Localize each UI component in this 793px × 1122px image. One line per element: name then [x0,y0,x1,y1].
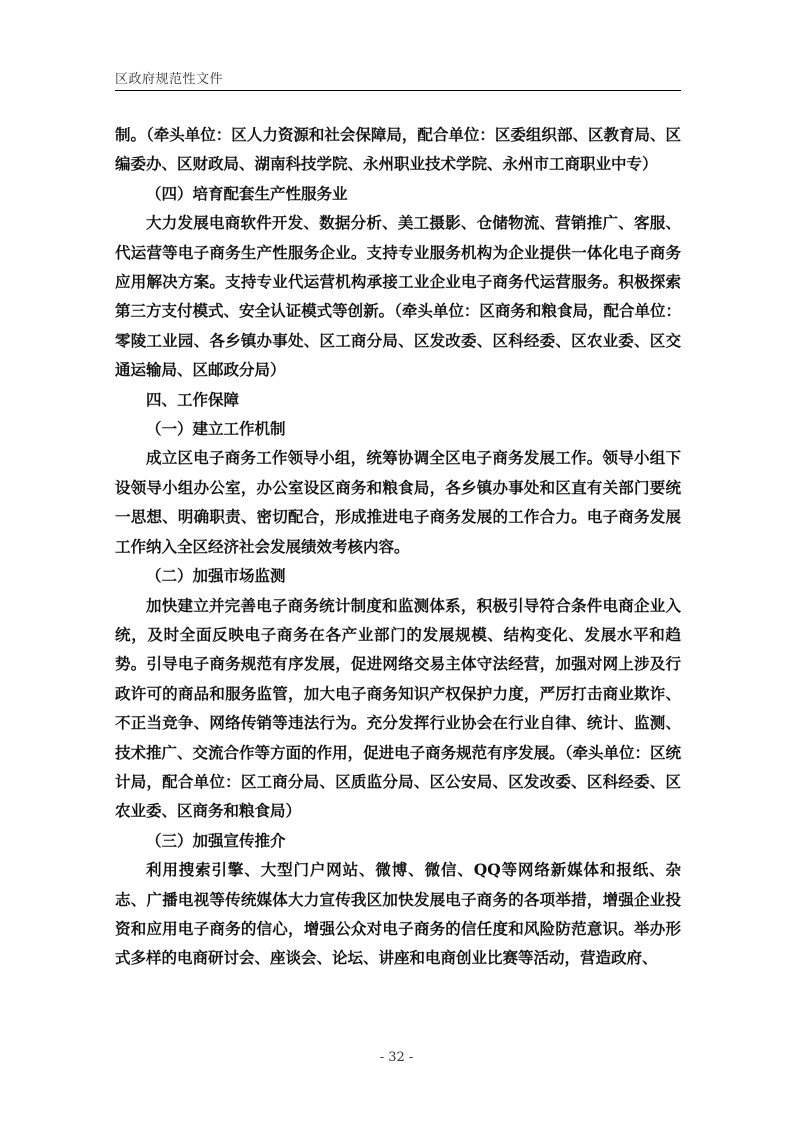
paragraph-continuation: 制。（牵头单位：区人力资源和社会保障局，配合单位：区委组织部、区教育局、区编委办、区财政局、湖南科技学院、永州职业技术学院、永州市工商职业中专） [115,125,681,174]
paragraph-work-mechanism: 成立区电子商务工作领导小组，统筹协调全区电子商务发展工作。领导小组下设领导小组办公室，办公室设区商务和粮食局，各乡镇办事处和区直有关部门要统一思想、明确职责、密切配合，形成推进电子商务发展的工作合力。电子商务发展工作纳入全区经济社会发展绩效考核内容。 [115,448,681,556]
page-header [115,60,681,91]
page-number: - 32 - [379,1050,414,1065]
header-title: 区政府规范性文件 [115,72,224,87]
document-body [115,120,681,973]
paragraph-service-industry: 大力发展电商软件开发、数据分析、美工摄影、仓储物流、营销推广、客服、代运营等电子商务生产性服务企业。支持专业服务机构为企业提供一体化电子商务应用解决方案。支持专业代运营机构承接工业企业电子商务代运营服务。积极探索第三方支付模式、安全认证模式等创新。（牵头单位：区商务和粮食局，配合单位：零陵工业园、各乡镇办事处、区工商分局、区发改委、区科经委、区农业委、区交通运输局、区邮政分局） [115,213,681,380]
subheading-3: （三）加强宣传推介 [146,830,286,850]
subheading-2: （二）加强市场监测 [146,566,286,586]
paragraph-publicity: 利用搜索引擎、大型门户网站、微博、微信、QQ等网络新媒体和报纸、杂志、广播电视等传统媒体大力宣传我区加快发展电子商务的各项举措，增强企业投资和应用电子商务的信心，增强公众对电子商务的信任度和风险防范意识。举办形式多样的电商研讨会、座谈会、论坛、讲座和电商创业比赛等活动，营造政府、 [115,860,681,968]
section-heading-work-guarantee: 四、工作保障 [146,389,240,409]
subheading-4: （四）培育配套生产性服务业 [146,183,348,203]
paragraph-market-monitoring: 加快建立并完善电子商务统计制度和监测体系，积极引导符合条件电商企业入统，及时全面反映电子商务在各产业部门的发展规模、结构变化、发展水平和趋势。引导电子商务规范有序发展，促进网络交易主体守法经营，加强对网上涉及行政许可的商品和服务监管，加大电子商务知识产权保护力度，严厉打击商业欺诈、不正当竞争、网络传销等违法行为。充分发挥行业协会在行业自律、统计、监测、技术推广、交流合作等方面的作用，促进电子商务规范有序发展。（牵头单位：区统计局，配合单位：区工商分局、区质监分局、区公安局、区发改委、区科经委、区农业委、区商务和粮食局） [115,595,681,821]
subheading-1: （一）建立工作机制 [146,419,286,439]
